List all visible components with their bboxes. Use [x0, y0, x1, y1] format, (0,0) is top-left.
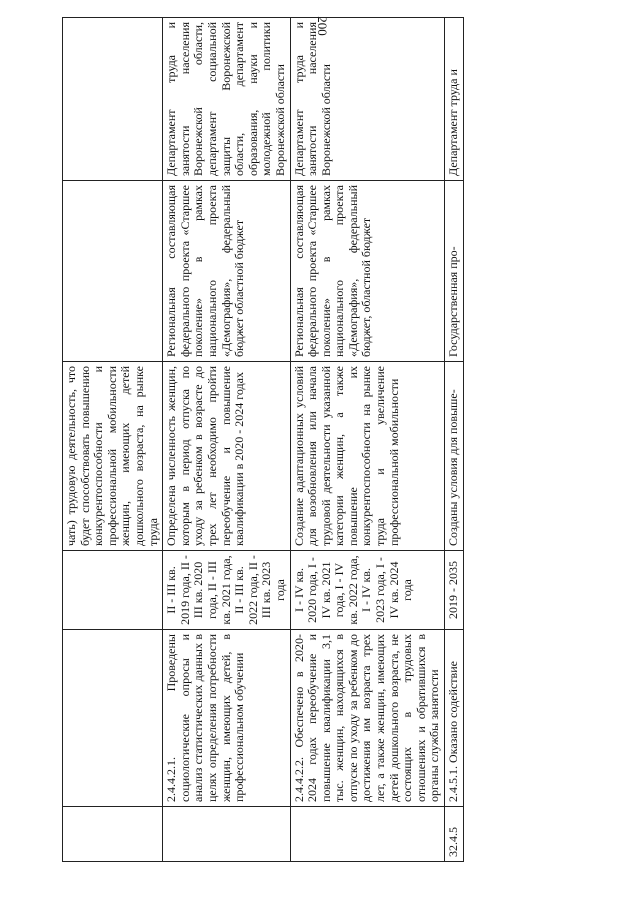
table-row — [163, 18, 290, 862]
cell-number — [63, 807, 163, 862]
cell-period: 2019 - 2035 — [445, 551, 464, 630]
cell-result: Создание адаптационных условий для возобновления или начала трудовой деятельности указанной категории женщин, а также повышение их конкурентоспособности на рынке труда и увеличение профессиональной мобильности — [290, 362, 445, 551]
cell-funding-source: Государственная про- — [445, 181, 464, 362]
cell-executor: Департамент труда и — [445, 18, 464, 181]
page-number: 200 — [314, 16, 330, 36]
table-row — [290, 18, 445, 862]
cell-executor: Департамент труда и занятости населения Воронежской области, департамент социальной защиты Воронежской области, департамент образования, науки и молодежной политики Воронежской области — [163, 18, 290, 181]
cell-funding-source: Региональная составляющая федерального проекта «Старшее поколение» в рамках национального проекта «Демография», федеральный бюджет областной бюджет — [163, 181, 290, 362]
cell-number: 32.4.5 — [445, 807, 464, 862]
cell-period — [63, 551, 163, 630]
cell-funding-source: Региональная составляющая федерального проекта «Старшее поколение» в рамках национального проекта «Демография», федеральный бюджет, областной бюджет — [290, 181, 445, 362]
cell-measure: 2.4.4.2.1. Проведены социологические опросы и анализ статистических данных в целях определения потребности женщин, имеющих детей, в профессиональном обучении — [163, 630, 290, 807]
cell-number — [163, 807, 290, 862]
cell-measure — [63, 630, 163, 807]
cell-period: II - III кв. 2019 года, II - III кв. 2020 года, II - III кв. 2021 года, II - III кв. 2022 года, II - III кв. 2023 года — [163, 551, 290, 630]
action-plan-table — [62, 17, 464, 862]
cell-executor — [63, 18, 163, 181]
cell-number — [290, 807, 445, 862]
cell-result: Определена численность женщин, которым в период отпуска по уходу за ребенком в возрасте до трех лет необходимо пройти переобучение и повышение квалификации в 2020 - 2024 годах — [163, 362, 290, 551]
cell-period: I - IV кв. 2020 года, I - IV кв. 2021 года, I - IV кв. 2022 года, I - IV кв. 2023 года, I - IV кв. 2024 года — [290, 551, 445, 630]
table-row — [63, 18, 163, 862]
cell-measure: 2.4.5.1. Оказано содействие — [445, 630, 464, 807]
cell-result: Созданы условия для повыше- — [445, 362, 464, 551]
cell-measure: 2.4.4.2.2. Обеспечено в 2020-2024 годах переобучение и повышение квалификации 3,1 тыс. женщин, находящихся в отпуске по уходу за ребенком до достижения им возраста трех лет, а также женщин, имеющих детей дошкольного возраста, не состоящих в трудовых отношениях и обратившихся в органы службы занятости — [290, 630, 445, 807]
cell-executor: Департамент труда и занятости населения Воронежской области — [290, 18, 445, 181]
cell-result: чать) трудовую деятельность, что будет способствовать повышению конкурентоспособности и профессиональной мобильности женщин, имеющих детей дошкольного возраста, на рынке труда — [63, 362, 163, 551]
cell-funding-source — [63, 181, 163, 362]
table-row — [445, 18, 464, 862]
